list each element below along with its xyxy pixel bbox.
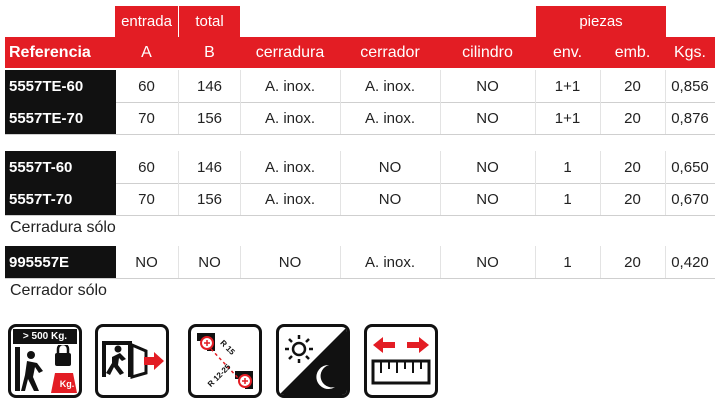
cell-emb: 20: [624, 253, 641, 271]
cell-a: 70: [138, 190, 155, 208]
day-night-icon: [276, 324, 350, 398]
col-b: B: [204, 43, 215, 61]
cell-a: NO: [135, 253, 158, 271]
cell-kgs: 0,876: [671, 109, 709, 127]
cell-cilindro: NO: [476, 109, 499, 127]
cell-b: 146: [196, 77, 223, 95]
cell-cerradura: NO: [278, 253, 302, 271]
cell-emb: 20: [624, 158, 641, 176]
row-reference: 5557TE-70: [5, 102, 116, 134]
cell-cerrador: NO: [378, 190, 402, 208]
fire-rating-label-1: R 15: [218, 338, 237, 357]
col-cerradura: cerradura: [255, 43, 325, 61]
cell-cilindro: NO: [476, 190, 499, 208]
cell-b: 156: [196, 109, 223, 127]
table-row: [5, 70, 715, 103]
cell-env: 1: [563, 190, 572, 208]
col-referencia: Referencia: [9, 43, 91, 61]
table-row: [5, 151, 715, 184]
cell-cerrador: A. inox.: [364, 109, 416, 127]
cell-a: 60: [138, 77, 155, 95]
row-reference: 5557T-60: [5, 151, 116, 183]
cell-kgs: 0,650: [671, 158, 709, 176]
cell-emb: 20: [624, 190, 641, 208]
cell-b: NO: [198, 253, 221, 271]
note-cerradura-solo: Cerradura sólo: [10, 219, 116, 236]
cell-env: 1: [563, 253, 572, 271]
cell-env: 1: [563, 158, 572, 176]
col-a: A: [141, 43, 152, 61]
col-kgs: Kgs.: [673, 43, 706, 61]
cell-b: 146: [196, 158, 223, 176]
fire-rating-label-2: R 12-25: [205, 362, 233, 389]
row-reference: 5557T-70: [5, 183, 116, 215]
cell-emb: 20: [624, 109, 641, 127]
cell-a: 70: [138, 109, 155, 127]
header-total: total: [179, 6, 240, 37]
fire-resistance-icon: [188, 324, 262, 398]
cell-cerradura: A. inox.: [264, 77, 316, 95]
table-row: [5, 246, 715, 279]
header-entrada: entrada: [115, 6, 178, 37]
col-env: env.: [552, 43, 583, 61]
cell-cilindro: NO: [476, 253, 499, 271]
emergency-exit-icon: [95, 324, 169, 398]
load-500kg-icon: [8, 324, 82, 398]
cell-kgs: 0,420: [671, 253, 709, 271]
load-label: > 500 Kg.: [13, 329, 77, 344]
kg-weight-label: Kg.: [59, 379, 75, 389]
cell-kgs: 0,856: [671, 77, 709, 95]
cell-emb: 20: [624, 77, 641, 95]
col-cilindro: cilindro: [462, 43, 513, 61]
cell-cilindro: NO: [476, 158, 499, 176]
row-reference: 5557TE-60: [5, 70, 116, 102]
cell-cerrador: A. inox.: [364, 77, 416, 95]
cell-cerradura: A. inox.: [264, 158, 316, 176]
row-reference: 995557E: [5, 246, 116, 278]
table-row: [5, 102, 715, 135]
cell-kgs: 0,670: [671, 190, 709, 208]
cell-cerradura: A. inox.: [264, 190, 316, 208]
cell-env: 1+1: [554, 77, 581, 95]
cell-a: 60: [138, 158, 155, 176]
cell-cerradura: A. inox.: [264, 109, 316, 127]
cell-b: 156: [196, 190, 223, 208]
cell-env: 1+1: [554, 109, 581, 127]
col-emb: emb.: [614, 43, 651, 61]
cell-cerrador: NO: [378, 158, 402, 176]
col-cerrador: cerrador: [360, 43, 420, 61]
table-header: [5, 37, 715, 68]
adjustable-width-icon: [364, 324, 438, 398]
table-row: [5, 183, 715, 216]
cell-cilindro: NO: [476, 77, 499, 95]
header-piezas: piezas: [536, 6, 666, 37]
note-cerrador-solo: Cerrador sólo: [10, 282, 107, 299]
cell-cerrador: A. inox.: [364, 253, 416, 271]
